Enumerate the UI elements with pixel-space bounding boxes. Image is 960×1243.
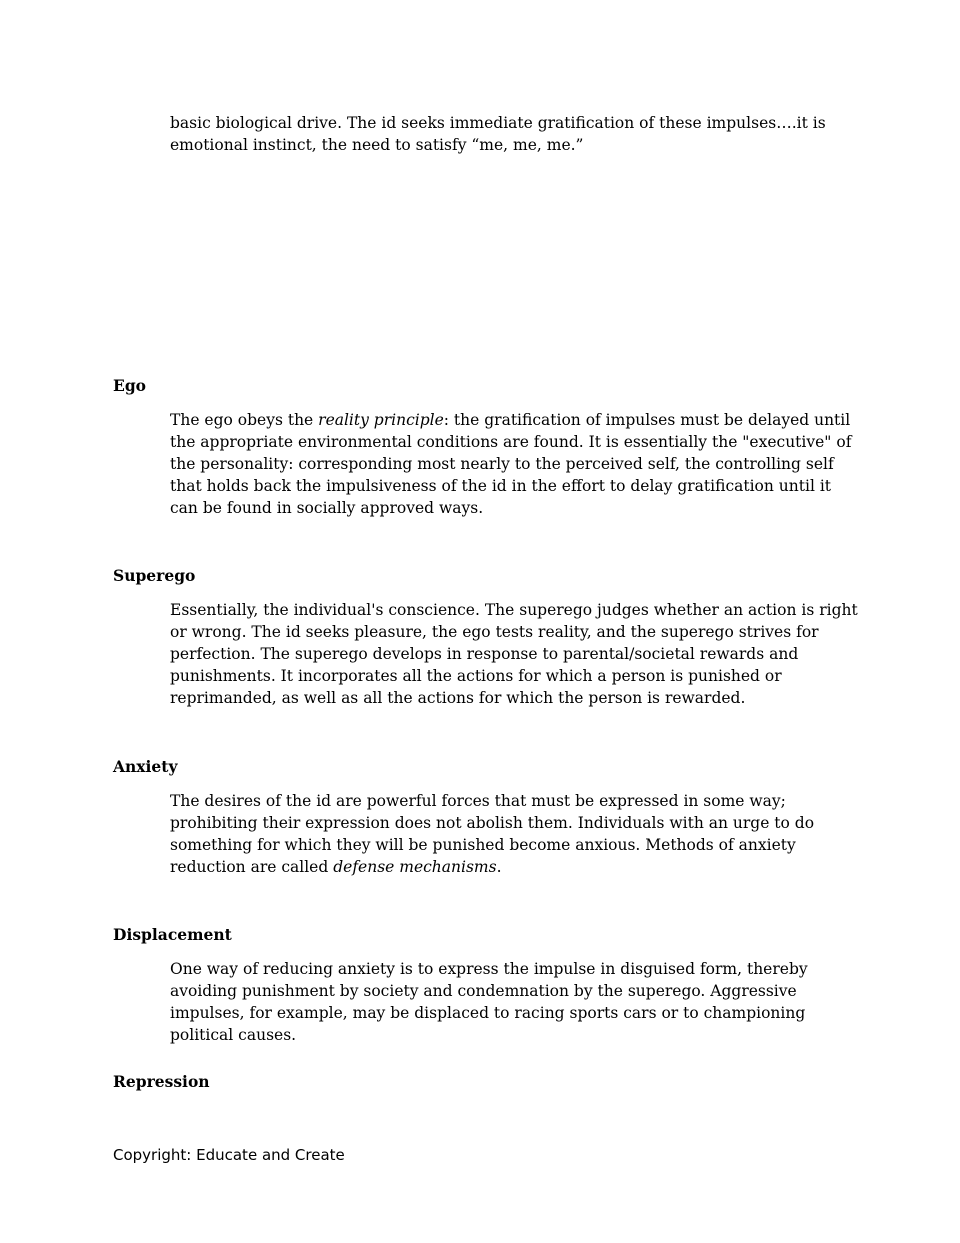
superego-paragraph: Essentially, the individual's conscience. The superego judges whether an action is right or wrong. The id seeks pleasure, the ego tests reality, and the superego strives for perfection. The superego develops in response to parental/societal rewards and punishments. It incorporates all the actions for which a person is punished or reprimanded, as well as all the actions for which the person is rewarded. <box>170 601 858 707</box>
anxiety-paragraph <box>170 790 860 878</box>
anxiety-text-post: . <box>496 858 502 876</box>
ego-emphasis: reality principle <box>318 411 444 429</box>
anxiety-emphasis: defense mechanisms <box>333 858 497 876</box>
repression-heading: Repression <box>113 1072 210 1091</box>
displacement-heading: Displacement <box>113 925 232 944</box>
ego-heading: Ego <box>113 376 146 395</box>
anxiety-heading: Anxiety <box>113 757 178 776</box>
intro-line-1: basic biological drive. The id seeks immediate gratification of these impulses….it is <box>170 114 826 132</box>
intro-line-2: emotional instinct, the need to satisfy “me, me, me.” <box>170 136 584 154</box>
copyright-footer: Copyright: Educate and Create <box>113 1146 345 1164</box>
displacement-paragraph: One way of reducing anxiety is to express the impulse in disguised form, thereby avoiding punishment by society and condemnation by the superego. Aggressive impulses, for example, may be displaced to racing sports cars or to championing political causes. <box>170 960 808 1044</box>
ego-text-pre: The ego obeys the <box>170 411 319 429</box>
ego-text-post: : the gratification of impulses must be delayed until the appropriate environmental conditions are found. It is essentially the "executive" of the personality: corresponding most nearly to the perceived self, the controlling self that holds back the impulsiveness of the id in the effort to delay gratification until it can be found in socially approved ways. <box>170 411 852 517</box>
ego-paragraph <box>170 409 860 519</box>
superego-heading: Superego <box>113 566 196 585</box>
anxiety-text-pre: The desires of the id are powerful forces that must be expressed in some way; prohibiting their expression does not abolish them. Individuals with an urge to do something for which they will be punished become anxious. Methods of anxiety reduction are called <box>170 792 815 876</box>
intro-paragraph <box>170 112 860 156</box>
